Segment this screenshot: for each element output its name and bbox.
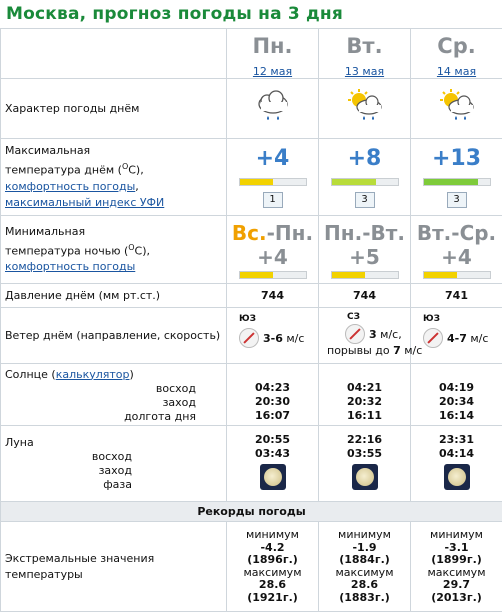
comfort-bar <box>423 271 491 279</box>
comfort-bar-fill <box>424 179 478 185</box>
comfort-link[interactable]: комфортность погоды <box>5 260 136 274</box>
uvi-link[interactable]: максимальный индекс УФИ <box>5 195 165 209</box>
page-title: Москва, прогноз погоды на 3 дня <box>6 4 343 24</box>
rec-max-year: (1883г.) <box>339 590 390 604</box>
wind-rose-icon <box>345 324 365 344</box>
cloud-rain-icon <box>253 88 293 126</box>
records-row <box>1 522 502 612</box>
moonset-time: 03:43 <box>254 447 290 460</box>
comfort-bar-fill <box>240 272 273 278</box>
night-temp: +4 <box>441 244 472 269</box>
label-text: O <box>121 162 129 172</box>
moonrise-time: 23:31 <box>438 433 474 446</box>
sunrise-time: 04:23 <box>254 380 290 394</box>
day-name: Вт. <box>346 34 383 58</box>
night-prefix: Вс. <box>231 220 267 245</box>
wind-speed: 3-6 <box>263 332 283 345</box>
day-date-link[interactable]: 13 мая <box>344 65 385 78</box>
pressure-row <box>1 284 502 308</box>
wind-unit: м/с, <box>380 328 402 341</box>
comfort-bar-fill <box>240 179 273 185</box>
rec-min-label: минимум <box>430 528 483 541</box>
day-temp: +4 <box>255 146 290 171</box>
night-suffix: -Вт. <box>362 220 405 245</box>
label-text: , <box>135 179 139 193</box>
wind-cell-3 <box>411 308 502 364</box>
rec-min-value: -3.1 <box>444 540 469 554</box>
daylen-label: долгота дня <box>124 409 196 423</box>
label-text: Экстремальные значения <box>5 551 155 565</box>
max-temp-cell-3 <box>411 139 502 216</box>
rec-min-year: (1899г.) <box>431 553 482 566</box>
phase-label: фаза <box>103 477 132 491</box>
rec-max-year: (1921г.) <box>247 590 298 604</box>
label-text: ) <box>129 367 134 381</box>
wind-cell-1 <box>227 308 319 364</box>
rec-min-value: -1.9 <box>352 540 377 554</box>
label-text: температура ночью ( <box>5 244 129 258</box>
rec-min-label: минимум <box>338 528 391 541</box>
day-date-link[interactable]: 14 мая <box>436 65 477 78</box>
day-header-2 <box>319 29 411 79</box>
rec-max-label: максимум <box>335 565 394 579</box>
wind-cell-2 <box>319 308 423 364</box>
label-text: температуры <box>5 567 83 581</box>
wind-unit: м/с <box>470 332 489 345</box>
wind-dir: ЮЗ <box>239 314 256 324</box>
pressure-value: 744 <box>319 284 411 308</box>
moonrise-label: восход <box>91 449 132 463</box>
min-temp-cell-2 <box>319 216 411 284</box>
label-text: Луна <box>5 435 34 449</box>
corner-cell <box>1 29 227 79</box>
sunset-time: 20:34 <box>438 394 474 408</box>
label-text: температура днём ( <box>5 163 122 177</box>
day-temp: +13 <box>431 146 482 171</box>
gust-unit: м/с <box>404 344 423 357</box>
moon-cell-2 <box>319 426 411 502</box>
rec-max-value: 28.6 <box>350 578 379 591</box>
moon-phase-icon <box>444 464 470 490</box>
sun-cell-3 <box>411 364 502 426</box>
gust-value: 7 <box>393 344 401 357</box>
sunset-time: 20:32 <box>346 394 382 408</box>
moon-phase-icon <box>352 464 378 490</box>
sunrise-time: 04:21 <box>346 380 382 394</box>
min-temp-cell-3 <box>411 216 502 284</box>
moon-cell-1 <box>227 426 319 502</box>
rec-min-label: минимум <box>246 528 299 541</box>
sunset-label: заход <box>162 395 196 409</box>
night-suffix: -Ср. <box>451 220 497 245</box>
sunrise-label: восход <box>155 381 196 395</box>
records-cell-3 <box>411 522 502 612</box>
records-title: Рекорды погоды <box>1 502 502 522</box>
comfort-bar-fill <box>332 179 377 185</box>
pressure-value: 744 <box>227 284 319 308</box>
wind-label: Ветер днём (направление, скорость) <box>1 308 227 364</box>
day-header-3 <box>411 29 502 79</box>
day-header-row <box>1 29 502 79</box>
max-temp-row <box>1 139 502 216</box>
label-text: Солнце ( <box>5 367 56 381</box>
day-name: Ср. <box>437 34 476 58</box>
comfort-bar-fill <box>424 272 457 278</box>
night-temp: +5 <box>349 244 380 269</box>
max-temp-label <box>1 139 227 216</box>
rec-max-value: 29.7 <box>442 578 471 591</box>
rec-max-year: (2013г.) <box>431 590 482 604</box>
rec-min-year: (1884г.) <box>339 553 390 566</box>
weather-cell-3 <box>411 79 502 139</box>
moonrise-time: 22:16 <box>346 433 382 446</box>
moon-cell-3 <box>411 426 502 502</box>
moonrise-time: 20:55 <box>254 433 290 446</box>
moon-row <box>1 426 502 502</box>
records-header-row <box>1 502 502 522</box>
sun-cloud-rain-icon <box>345 88 385 126</box>
daylen-value: 16:11 <box>346 408 382 422</box>
wind-dir: СЗ <box>347 312 360 322</box>
wind-row <box>1 308 502 364</box>
rec-max-label: максимум <box>243 565 302 579</box>
sun-cell-2 <box>319 364 411 426</box>
day-header-1 <box>227 29 319 79</box>
weather-cell-1 <box>227 79 319 139</box>
wind-rose-icon <box>423 328 443 348</box>
weather-label: Характер погоды днём <box>1 79 227 139</box>
night-temp: +4 <box>257 244 288 269</box>
label-text: С), <box>134 244 151 258</box>
comfort-bar <box>331 271 399 279</box>
pressure-label: Давление днём (мм рт.ст.) <box>1 284 227 308</box>
sunrise-time: 04:19 <box>438 380 474 394</box>
weather-row <box>1 79 502 139</box>
uvi-badge: 3 <box>447 192 467 208</box>
rec-min-value: -4.2 <box>260 540 285 554</box>
night-suffix: -Пн. <box>266 220 314 245</box>
daylen-value: 16:07 <box>254 408 290 422</box>
sun-calculator-link[interactable]: калькулятор <box>55 367 130 381</box>
extreme-label <box>1 522 227 612</box>
min-temp-cell-1 <box>227 216 319 284</box>
sun-label <box>1 364 227 426</box>
wind-dir: ЮЗ <box>423 314 440 324</box>
weather-cell-2 <box>319 79 411 139</box>
wind-speed: 3 <box>369 328 377 341</box>
night-prefix: Вт. <box>416 220 452 245</box>
moon-label <box>1 426 227 502</box>
label-text: Минимальная <box>5 224 86 238</box>
records-cell-2 <box>319 522 411 612</box>
uvi-badge: 3 <box>355 192 375 208</box>
gust-text: порывы до <box>327 344 390 357</box>
comfort-bar <box>423 178 491 186</box>
forecast-table <box>0 28 502 612</box>
daylen-value: 16:14 <box>438 408 474 422</box>
night-period <box>411 221 502 245</box>
uvi-badge: 1 <box>263 192 283 208</box>
rec-max-value: 28.6 <box>258 578 287 591</box>
sun-row <box>1 364 502 426</box>
max-temp-cell-1 <box>227 139 319 216</box>
label-text: Максимальная <box>5 144 91 158</box>
sunset-time: 20:30 <box>254 394 290 408</box>
night-period <box>319 221 410 245</box>
day-temp: +8 <box>347 146 382 171</box>
label-text: С), <box>128 163 144 177</box>
comfort-bar-fill <box>332 272 365 278</box>
day-name: Пн. <box>252 34 293 58</box>
min-temp-label <box>1 216 227 284</box>
night-prefix: Пн. <box>324 220 363 245</box>
moonset-time: 03:55 <box>346 447 382 460</box>
pressure-value: 741 <box>411 284 502 308</box>
comfort-link[interactable]: комфортность погоды <box>5 179 136 193</box>
sun-cloud-rain-icon <box>437 88 477 126</box>
night-period <box>227 221 318 245</box>
wind-unit: м/с <box>286 332 305 345</box>
rec-min-year: (1896г.) <box>247 553 298 566</box>
wind-rose-icon <box>239 328 259 348</box>
moonset-label: заход <box>98 463 132 477</box>
label-text: O <box>128 242 135 252</box>
wind-speed: 4-7 <box>447 332 467 345</box>
records-cell-1 <box>227 522 319 612</box>
moon-phase-icon <box>260 464 286 490</box>
comfort-bar <box>239 271 307 279</box>
min-temp-row <box>1 216 502 284</box>
sun-cell-1 <box>227 364 319 426</box>
comfort-bar <box>331 178 399 186</box>
max-temp-cell-2 <box>319 139 411 216</box>
comfort-bar <box>239 178 307 186</box>
rec-max-label: максимум <box>427 565 486 579</box>
moonset-time: 04:14 <box>438 447 474 460</box>
day-date-link[interactable]: 12 мая <box>252 65 293 78</box>
